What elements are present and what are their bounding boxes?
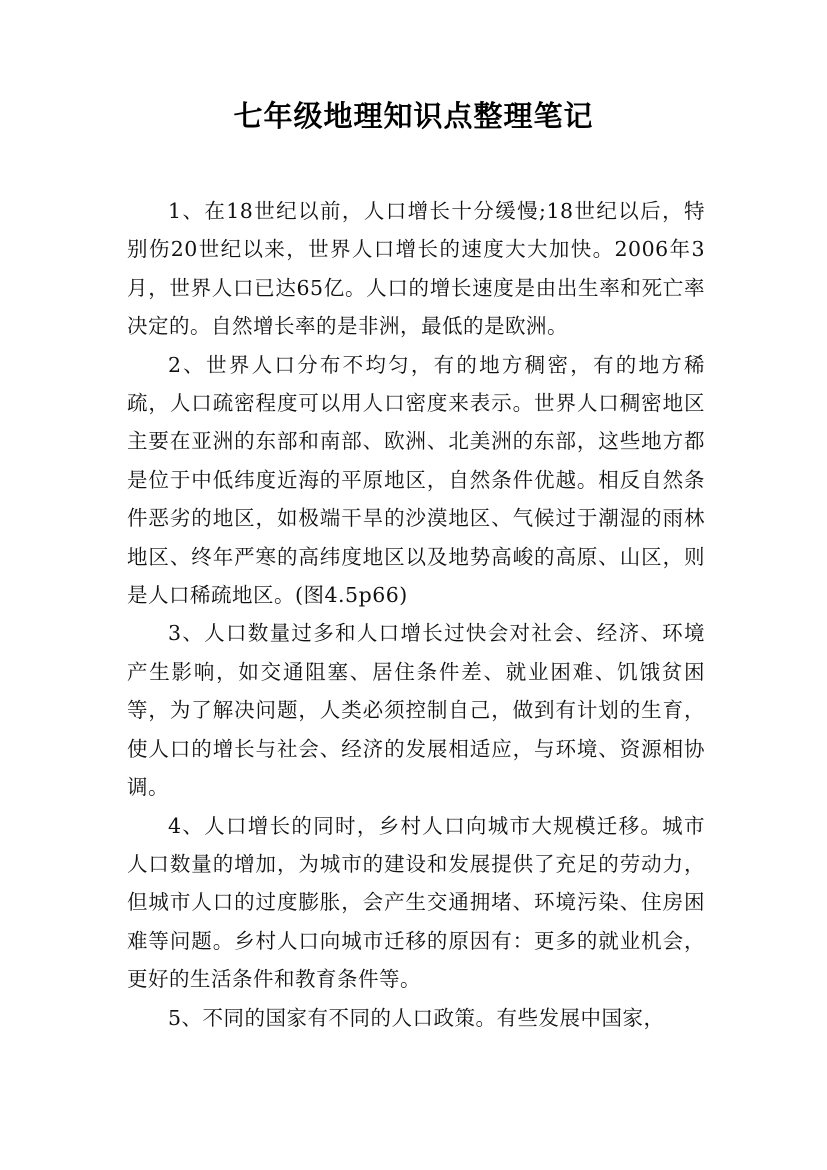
- paragraph-1: 1、在18世纪以前，人口增长十分缓慢;18世纪以后，特别伤20世纪以来，世界人口增长的速度大大加快。2006年3月，世界人口已达65亿。人口的增长速度是由出生率和死亡率决定的。自然增长率的是非洲，最低的是欧洲。: [127, 199, 705, 339]
- document-title: 七年级地理知识点整理笔记: [233, 99, 594, 133]
- paragraph-4: 4、人口增长的同时，乡村人口向城市大规模迁移。城市人口数量的增加，为城市的建设和发展提供了充足的劳动力，但城市人口的过度膨胀，会产生交通拥堵、环境污染、住房困难等问题。乡村人口向城市迁移的原因有：更多的就业机会，更好的生活条件和教育条件等。: [127, 813, 705, 992]
- document-body: [127, 192, 705, 1037]
- paragraph-2: 2、世界人口分布不均匀，有的地方稠密，有的地方稀疏，人口疏密程度可以用人口密度来表示。世界人口稠密地区主要在亚洲的东部和南部、欧洲、北美洲的东部，这些地方都是位于中低纬度近海的平原地区，自然条件优越。相反自然条件恶劣的地区，如极端干旱的沙漠地区、气候过于潮湿的雨林地区、终年严寒的高纬度地区以及地势高峻的高原、山区，则是人口稀疏地区。(图4.5p66): [127, 352, 705, 608]
- paragraph-5: 5、不同的国家有不同的人口政策。有些发展中国家，: [168, 1005, 665, 1030]
- paragraph-3: 3、人口数量过多和人口增长过快会对社会、经济、环境产生影响，如交通阻塞、居住条件差、就业困难、饥饿贫困等，为了解决问题，人类必须控制自己，做到有计划的生育，使人口的增长与社会、经济的发展相适应，与环境、资源相协调。: [127, 621, 705, 800]
